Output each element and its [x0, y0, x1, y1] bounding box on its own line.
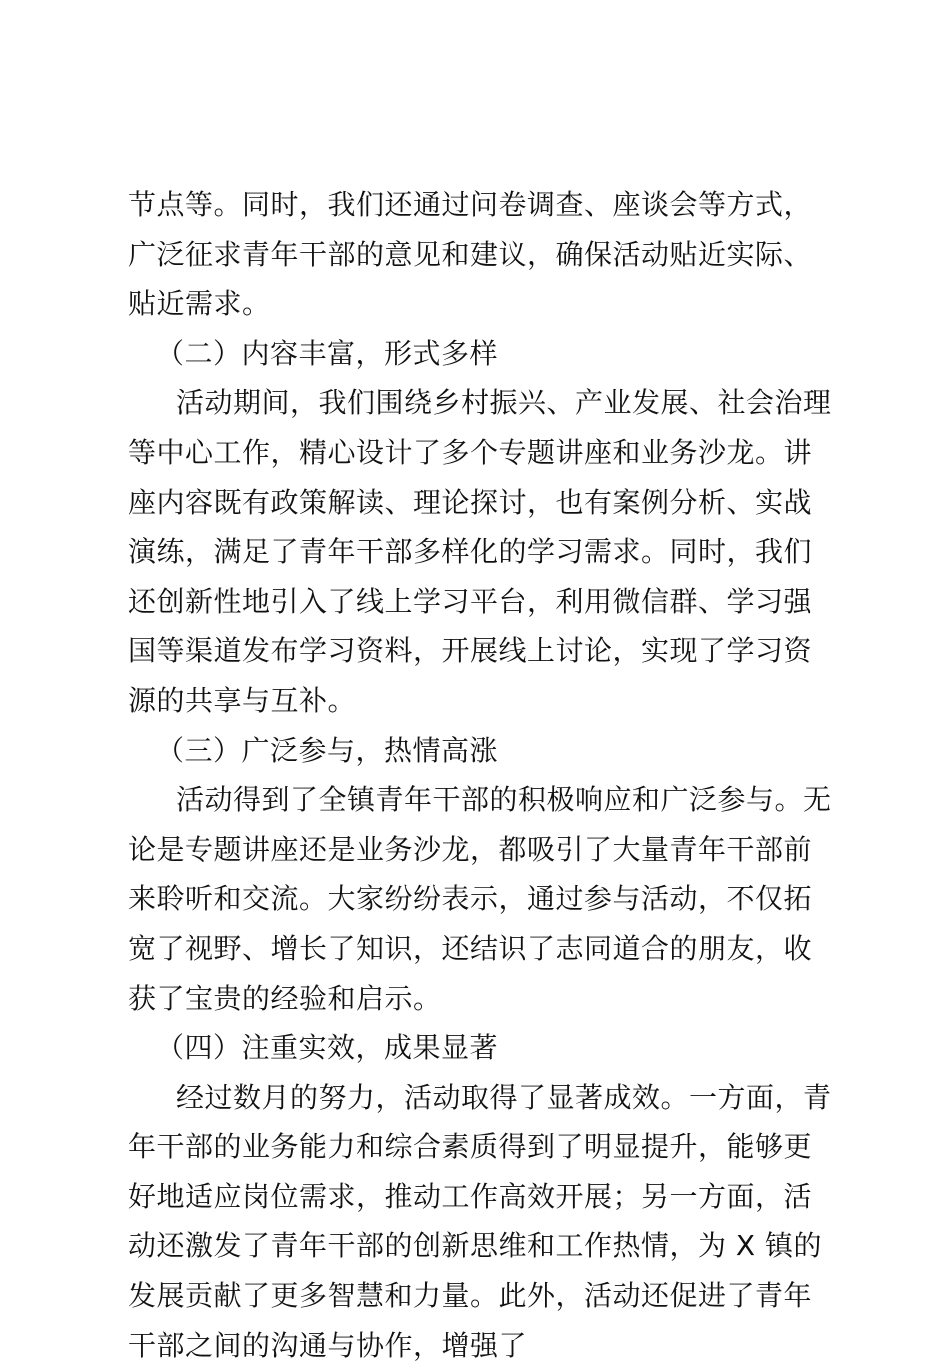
- section-heading-4: （四）注重实效，成果显著: [156, 1031, 499, 1065]
- paragraph-body: 经过数月的努力，活动取得了显著成效。一方面，青年干部的业务能力和综合素质得到了明显提升，能够更好地适应岗位需求，推动工作高效开展；另一方面，活动还激发了青年干部的创新思维和工作热情，为 X 镇的发展贡献了更多智慧和力量。此外，活动还促进了青年干部之间的沟通与协作，增强了: [128, 1080, 832, 1362]
- paragraph-body: 活动得到了全镇青年干部的积极响应和广泛参与。无论是专题讲座还是业务沙龙，都吸引了大量青年干部前来聆听和交流。大家纷纷表示，通过参与活动，不仅拓宽了视野、增长了知识，还结识了志同道合的朋友，收获了宝贵的经验和启示。: [128, 783, 832, 1015]
- paragraph-body: 活动期间，我们围绕乡村振兴、产业发展、社会治理等中心工作，精心设计了多个专题讲座和业务沙龙。讲座内容既有政策解读、理论探讨，也有案例分析、实战演练，满足了青年干部多样化的学习需求。同时，我们还创新性地引入了线上学习平台，利用微信群、学习强国等渠道发布学习资料，开展线上讨论，实现了学习资源的共享与互补。: [128, 386, 832, 717]
- section-heading-3: （三）广泛参与，热情高涨: [156, 733, 499, 767]
- document-body: [128, 180, 834, 1370]
- section-heading-2: （二）内容丰富，形式多样: [156, 336, 499, 370]
- paragraph-continuation: 节点等。同时，我们还通过问卷调查、座谈会等方式，广泛征求青年干部的意见和建议，确保活动贴近实际、贴近需求。: [128, 188, 813, 321]
